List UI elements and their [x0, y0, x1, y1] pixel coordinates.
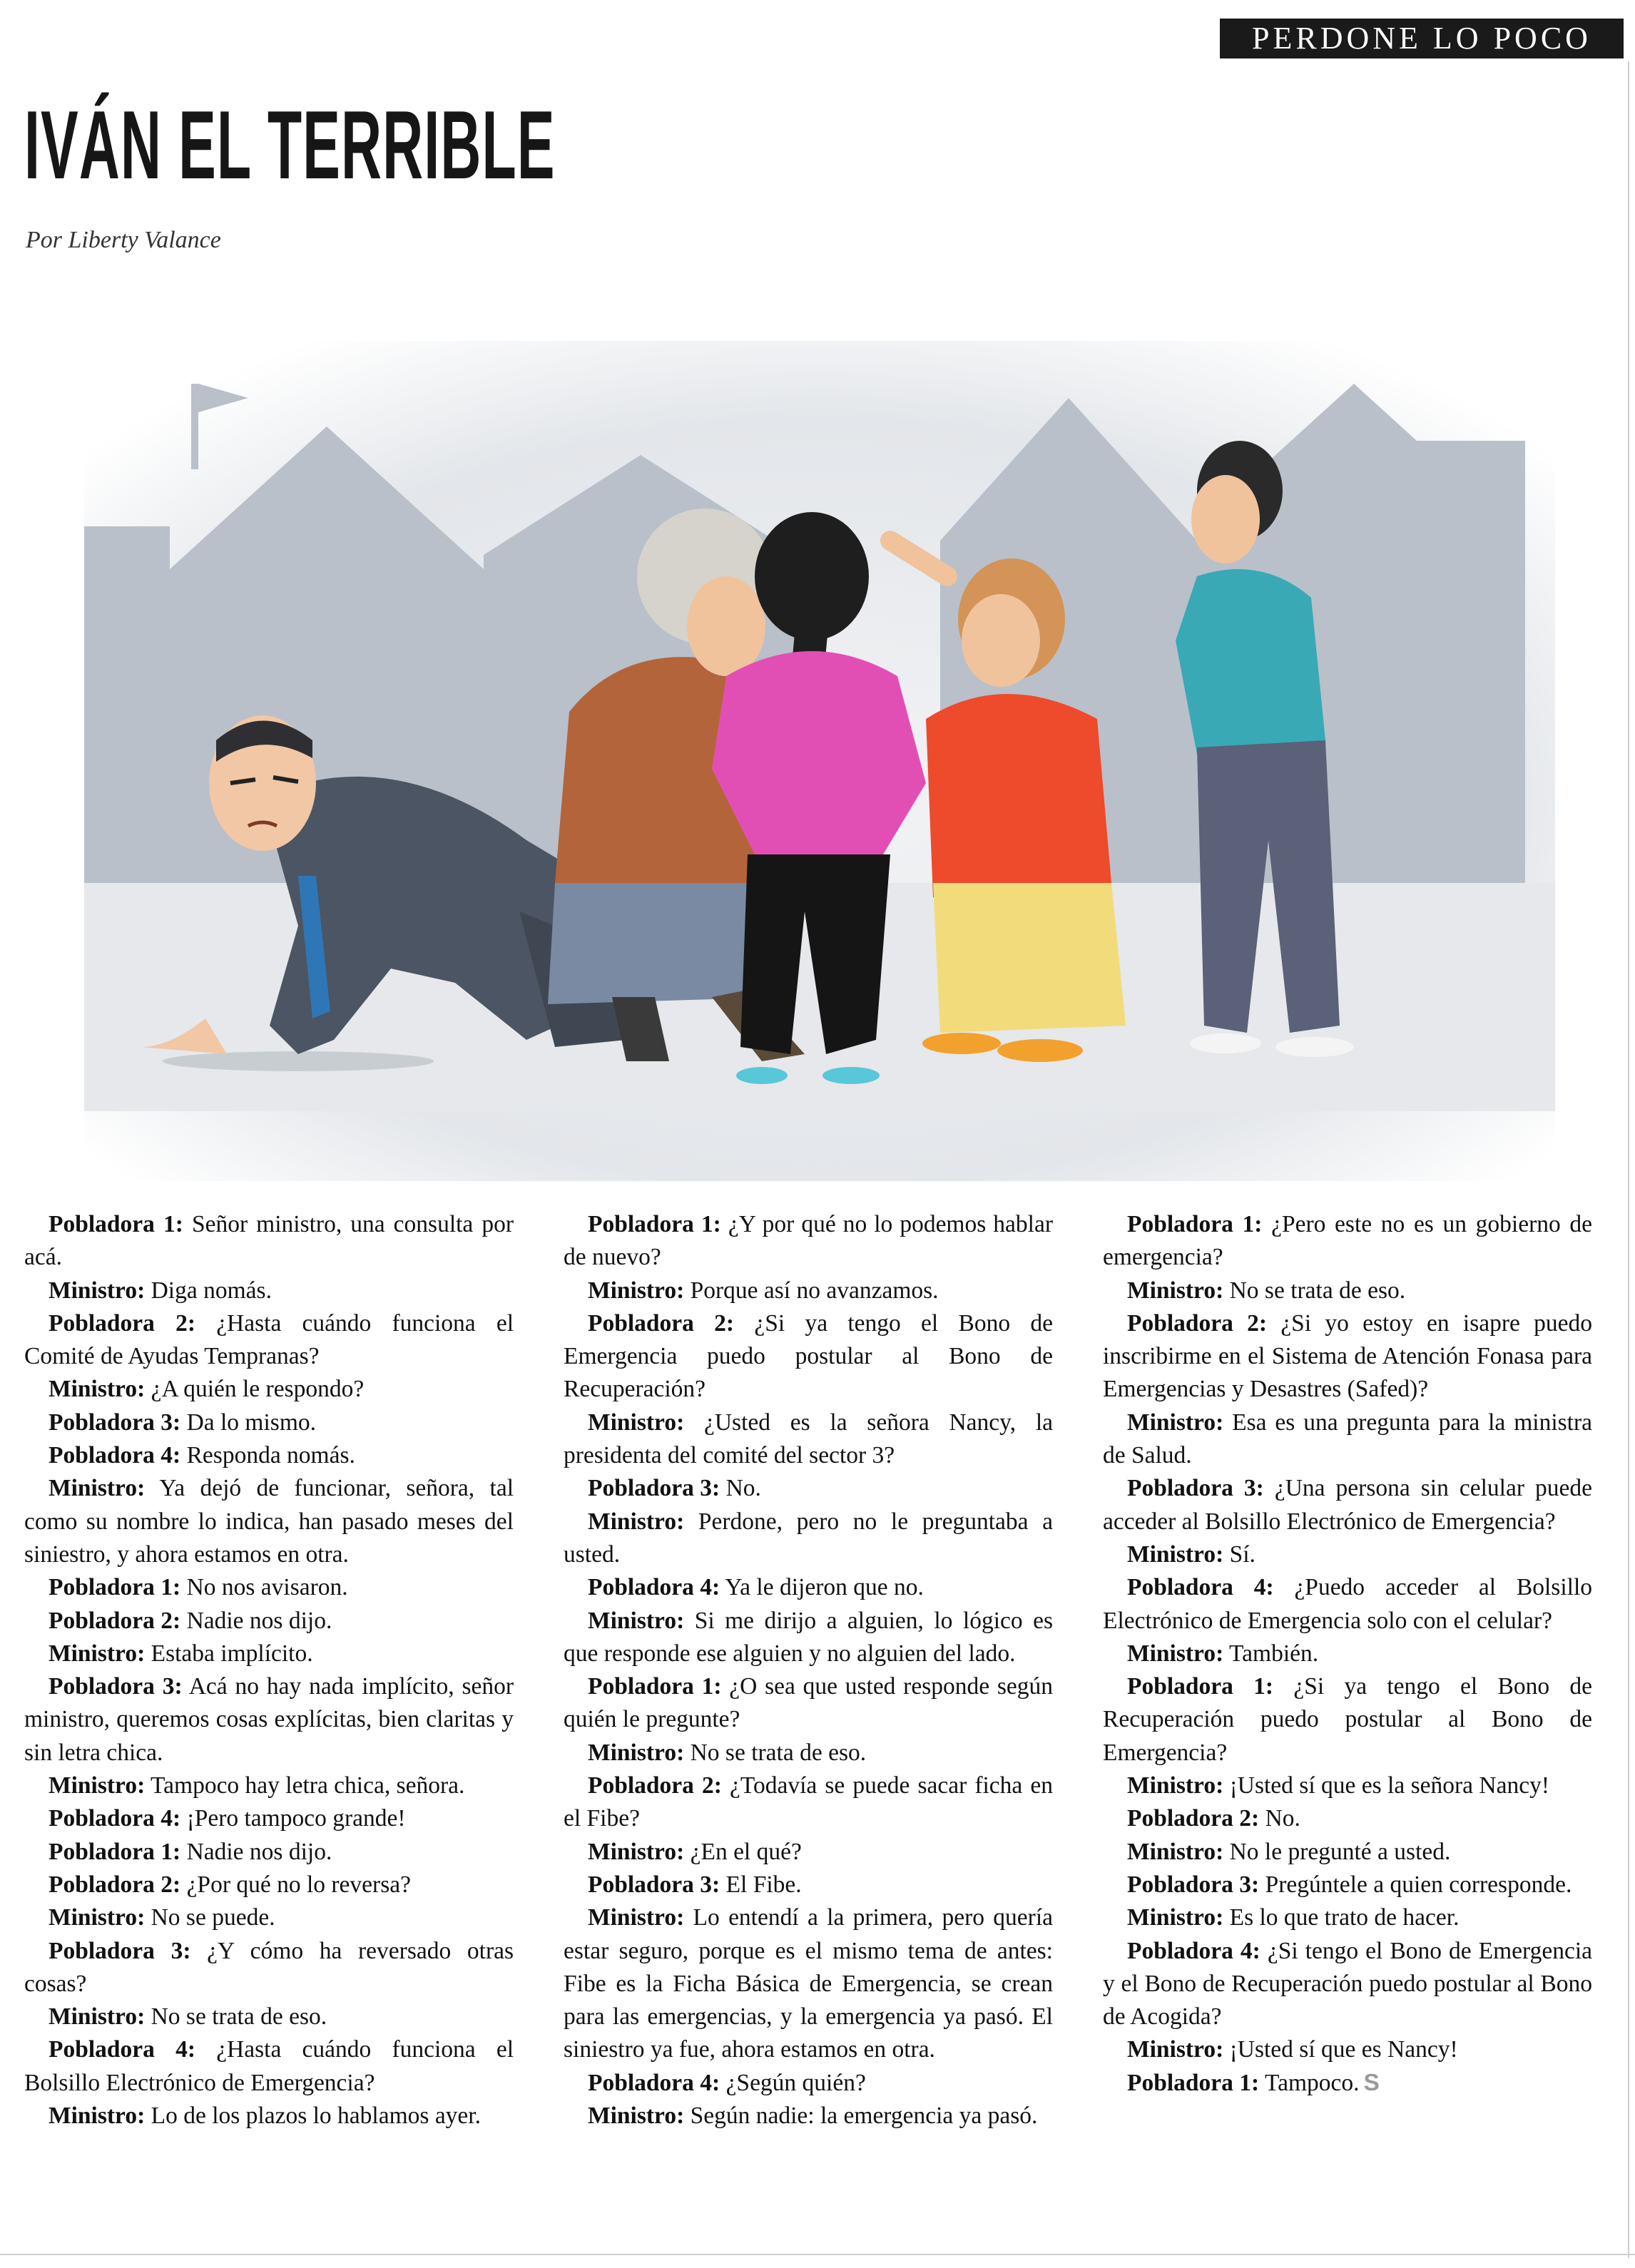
speaker-label: Ministro: — [1127, 1409, 1224, 1436]
speaker-label: Pobladora 3: — [588, 1475, 720, 1502]
dialogue-text: ¿Según quién? — [725, 2069, 866, 2096]
speaker-label: Pobladora 4: — [588, 1574, 720, 1601]
dialogue-text: Pregúntele a quien corresponde. — [1265, 1871, 1572, 1898]
dialogue-text: ¿Usted es la señora Nancy, la presidenta del comité del sector 3? — [564, 1409, 1054, 1469]
speaker-label: Pobladora 4: — [1127, 1574, 1274, 1601]
speaker-label: Pobladora 1: — [588, 1211, 721, 1237]
dialogue-text: Responda nomás. — [186, 1442, 355, 1469]
dialogue-text: ¿Una persona sin celular puede acceder al Bolsillo Electrónico de Emergencia? — [1103, 1475, 1593, 1535]
dialogue-line — [564, 1605, 1053, 1671]
dialogue-text: ¿O sea que usted responde según quién le pregunte? — [564, 1673, 1053, 1733]
dialogue-text: No se trata de eso. — [151, 2003, 327, 2031]
speaker-label: Pobladora 2: — [1127, 1805, 1260, 1832]
speaker-label: Ministro: — [588, 1838, 685, 1865]
dialogue-line — [564, 1275, 1053, 1307]
dialogue-line — [1103, 1571, 1592, 1638]
dialogue-line — [564, 1472, 1053, 1505]
dialogue-text: Ya le dijeron que no. — [725, 1574, 924, 1601]
dialogue-text: Si me dirijo a alguien, lo lógico es que responde ese alguien y no alguien del lado. — [564, 1607, 1053, 1667]
dialogue-text: Perdone, pero no le preguntaba a usted. — [564, 1508, 1053, 1568]
dialogue-text: ¿Puedo acceder al Bolsillo Electrónico de Emergencia solo con el celular? — [1103, 1574, 1593, 1634]
dialogue-line — [564, 1506, 1053, 1572]
dialogue-line — [24, 1670, 514, 1769]
speaker-label: Pobladora 2: — [588, 1309, 735, 1337]
section-tag: PERDONE LO POCO — [1220, 19, 1624, 58]
column-2 — [564, 1208, 1053, 2132]
dialogue-line — [24, 1901, 514, 1934]
speaker-label: Ministro: — [1127, 1640, 1224, 1667]
speaker-label: Ministro: — [49, 1376, 146, 1403]
speaker-label: Pobladora 1: — [588, 1673, 722, 1700]
dialogue-line — [24, 1208, 514, 1275]
dialogue-line — [1103, 1406, 1592, 1473]
dialogue-text: Esa es una pregunta para la ministra de Salud. — [1103, 1409, 1592, 1469]
speaker-label: Pobladora 1: — [49, 1838, 181, 1865]
dialogue-text: Da lo mismo. — [186, 1409, 317, 1436]
dialogue-text: ¿Pero este no es un gobierno de emergencia? — [1103, 1211, 1593, 1271]
dialogue-line — [564, 1406, 1053, 1473]
speaker-label: Pobladora 2: — [1127, 1309, 1268, 1337]
dialogue-text: El Fibe. — [725, 1871, 802, 1898]
dialogue-text: Es lo que trato de hacer. — [1229, 1904, 1460, 1931]
dialogue-text: ¿Y por qué no lo podemos hablar de nuevo? — [564, 1211, 1053, 1271]
speaker-label: Pobladora 3: — [49, 1673, 183, 1700]
dialogue-text: Nadie nos dijo. — [186, 1607, 332, 1634]
dialogue-text: Tampoco hay letra chica, señora. — [151, 1772, 465, 1799]
dialogue-text: ¿A quién le respondo? — [151, 1376, 365, 1403]
speaker-label: Ministro: — [588, 1904, 685, 1931]
dialogue-line — [564, 1307, 1053, 1406]
dialogue-line — [24, 1439, 514, 1472]
speaker-label: Pobladora 4: — [49, 2036, 195, 2063]
dialogue-text: Estaba implícito. — [151, 1640, 313, 1667]
dialogue-line — [1103, 1307, 1592, 1406]
speaker-label: Ministro: — [49, 2003, 146, 2031]
dialogue-text: ¿Y cómo ha reversado otras cosas? — [24, 1937, 514, 1997]
speaker-label: Ministro: — [49, 1640, 146, 1667]
speaker-label: Ministro: — [1127, 1904, 1224, 1931]
dialogue-text: ¡Usted sí que es Nancy! — [1229, 2036, 1458, 2063]
speaker-label: Ministro: — [588, 2103, 685, 2130]
dialogue-line — [24, 1869, 514, 1901]
speaker-label: Ministro: — [1127, 1277, 1224, 1304]
dialogue-line — [564, 1737, 1053, 1769]
dialogue-line — [24, 1605, 514, 1638]
dialogue-text: ¿Si tengo el Bono de Emergencia y el Bono de Recuperación puedo postular al Bono de Acogida? — [1103, 1937, 1592, 2031]
dialogue-line — [564, 2100, 1053, 2132]
dialogue-line — [1103, 1638, 1592, 1670]
dialogue-text: No se puede. — [151, 1904, 275, 1931]
speaker-label: Pobladora 3: — [49, 1409, 181, 1436]
speaker-label: Ministro: — [588, 1409, 685, 1436]
speaker-label: Pobladora 3: — [1127, 1871, 1260, 1898]
dialogue-text: Ya dejó de funcionar, señora, tal como su nombre lo indica, han pasado meses del siniestro, y ahora estamos en otra. — [24, 1475, 514, 1568]
speaker-label: Pobladora 2: — [49, 1871, 181, 1898]
dialogue-text: No nos avisaron. — [186, 1574, 348, 1601]
dialogue-text: Según nadie: la emergencia ya pasó. — [690, 2103, 1038, 2130]
dialogue-line — [564, 1208, 1053, 1275]
dialogue-line — [564, 1901, 1053, 2066]
speaker-label: Ministro: — [49, 1772, 146, 1799]
speaker-label: Ministro: — [588, 1508, 685, 1535]
dialogue-line — [1103, 1275, 1592, 1307]
dialogue-line — [24, 1935, 514, 2001]
speaker-label: Ministro: — [49, 2103, 146, 2130]
dialogue-text: También. — [1229, 1640, 1319, 1667]
dialogue-line — [1103, 1538, 1592, 1571]
dialogue-text: Lo de los plazos lo hablamos ayer. — [151, 2103, 481, 2130]
speaker-label: Pobladora 4: — [1127, 1937, 1260, 1964]
article-title: IVÁN EL TERRIBLE — [24, 91, 556, 199]
dialogue-line — [24, 2033, 514, 2100]
dialogue-line — [1103, 1802, 1592, 1835]
speaker-label: Pobladora 4: — [49, 1442, 181, 1469]
dialogue-line — [1103, 1935, 1592, 2034]
speaker-label: Ministro: — [1127, 1772, 1224, 1799]
speaker-label: Pobladora 1: — [1127, 1211, 1263, 1237]
dialogue-line — [24, 1836, 514, 1869]
dialogue-text: ¿Si ya tengo el Bono de Recuperación puedo postular al Bono de Emergencia? — [1103, 1673, 1593, 1766]
dialogue-line — [1103, 1901, 1592, 1934]
dialogue-line — [1103, 1208, 1592, 1275]
speaker-label: Ministro: — [588, 1739, 685, 1766]
dialogue-text: ¡Usted sí que es la señora Nancy! — [1229, 1772, 1549, 1799]
page-right-rule — [1628, 61, 1629, 2258]
dialogue-text: Lo entendí a la primera, pero quería estar seguro, porque es el mismo tema de antes: Fibe es la Ficha Básica de Emergencia, se crean para las emergencias, y la emergencia ya pasó. El siniestro ya fue, ahora estamos en otra. — [564, 1904, 1053, 2063]
end-mark: S — [1363, 2069, 1380, 2096]
dialogue-text: ¡Pero tampoco grande! — [186, 1805, 406, 1832]
speaker-label: Pobladora 2: — [49, 1309, 195, 1337]
speaker-label: Pobladora 1: — [1127, 2069, 1260, 2096]
dialogue-text: ¿Si ya tengo el Bono de Emergencia puedo postular al Bono de Recuperación? — [564, 1309, 1054, 1403]
dialogue-text: No. — [725, 1475, 761, 1502]
dialogue-line — [564, 1769, 1053, 1836]
dialogue-text: ¿En el qué? — [690, 1838, 802, 1865]
speaker-label: Pobladora 4: — [588, 2069, 720, 2096]
dialogue-line — [564, 1571, 1053, 1604]
column-3 — [1103, 1208, 1592, 2132]
dialogue-text: Tampoco. — [1264, 2069, 1360, 2096]
dialogue-text: No. — [1265, 1805, 1300, 1832]
dialogue-line — [24, 1275, 514, 1307]
dialogue-line — [1103, 1769, 1592, 1802]
dialogue-line — [564, 1869, 1053, 1901]
speaker-label: Pobladora 3: — [588, 1871, 720, 1898]
dialogue-line — [24, 2100, 514, 2132]
dialogue-text: Señor ministro, una consulta por acá. — [24, 1211, 514, 1271]
speaker-label: Pobladora 2: — [49, 1607, 181, 1634]
dialogue-line — [564, 1670, 1053, 1737]
dialogue-text: Sí. — [1229, 1541, 1255, 1568]
byline: Por Liberty Valance — [26, 227, 221, 253]
speaker-label: Ministro: — [588, 1607, 685, 1634]
dialogue-text: No le pregunté a usted. — [1229, 1838, 1451, 1865]
dialogue-line — [24, 2001, 514, 2033]
dialogue-text: ¿Todavía se puede sacar ficha en el Fibe? — [564, 1772, 1053, 1832]
speaker-label: Ministro: — [49, 1475, 146, 1502]
dialogue-text: No se trata de eso. — [1229, 1277, 1406, 1304]
speaker-label: Ministro: — [1127, 2036, 1224, 2063]
page-bottom-rule — [0, 2254, 1635, 2255]
dialogue-line — [24, 1373, 514, 1406]
dialogue-line — [24, 1769, 514, 1802]
speaker-label: Pobladora 1: — [49, 1574, 181, 1601]
dialogue-text: Porque así no avanzamos. — [690, 1277, 939, 1304]
speaker-label: Ministro: — [49, 1904, 146, 1931]
dialogue-line — [24, 1571, 514, 1604]
dialogue-text: ¿Hasta cuándo funciona el Comité de Ayudas Tempranas? — [24, 1309, 514, 1370]
dialogue-text: Nadie nos dijo. — [186, 1838, 332, 1865]
dialogue-text: Acá no hay nada implícito, señor ministro, queremos cosas explícitas, bien claritas y sin letra chica. — [24, 1673, 514, 1766]
dialogue-line — [564, 1836, 1053, 1869]
speaker-label: Ministro: — [1127, 1541, 1224, 1568]
dialogue-line — [1103, 2067, 1592, 2100]
speaker-label: Ministro: — [588, 1277, 685, 1304]
dialogue-text: Diga nomás. — [151, 1277, 272, 1304]
speaker-label: Pobladora 2: — [588, 1772, 722, 1799]
dialogue-text: ¿Si yo estoy en isapre puedo inscribirme en el Sistema de Atención Fonasa para Emergencias y Desastres (Safed)? — [1103, 1309, 1593, 1403]
speaker-label: Ministro: — [49, 1277, 146, 1304]
speaker-label: Pobladora 1: — [49, 1211, 183, 1237]
dialogue-line — [24, 1406, 514, 1439]
dialogue-line — [24, 1307, 514, 1374]
dialogue-text: No se trata de eso. — [690, 1739, 867, 1766]
speaker-label: Pobladora 1: — [1127, 1673, 1274, 1700]
speaker-label: Pobladora 4: — [49, 1805, 181, 1832]
cartoon-minister-crawling-residents-icon — [84, 341, 1555, 1181]
dialogue-line — [24, 1472, 514, 1571]
dialogue-line — [1103, 1836, 1592, 1869]
speaker-label: Pobladora 3: — [49, 1937, 191, 1964]
dialogue-line — [1103, 1472, 1592, 1538]
dialogue-text: ¿Hasta cuándo funciona el Bolsillo Electrónico de Emergencia? — [24, 2036, 514, 2096]
speaker-label: Ministro: — [1127, 1838, 1224, 1865]
dialogue-line — [24, 1802, 514, 1835]
column-1 — [24, 1208, 514, 2132]
speaker-label: Pobladora 3: — [1127, 1475, 1264, 1502]
dialogue-line — [1103, 1869, 1592, 1901]
dialogue-line — [24, 1638, 514, 1670]
dialogue-text: ¿Por qué no lo reversa? — [186, 1871, 411, 1898]
dialogue-line — [564, 2067, 1053, 2100]
dialogue-line — [1103, 2033, 1592, 2066]
dialogue-line — [1103, 1670, 1592, 1769]
dialogue-columns — [24, 1208, 1594, 2132]
